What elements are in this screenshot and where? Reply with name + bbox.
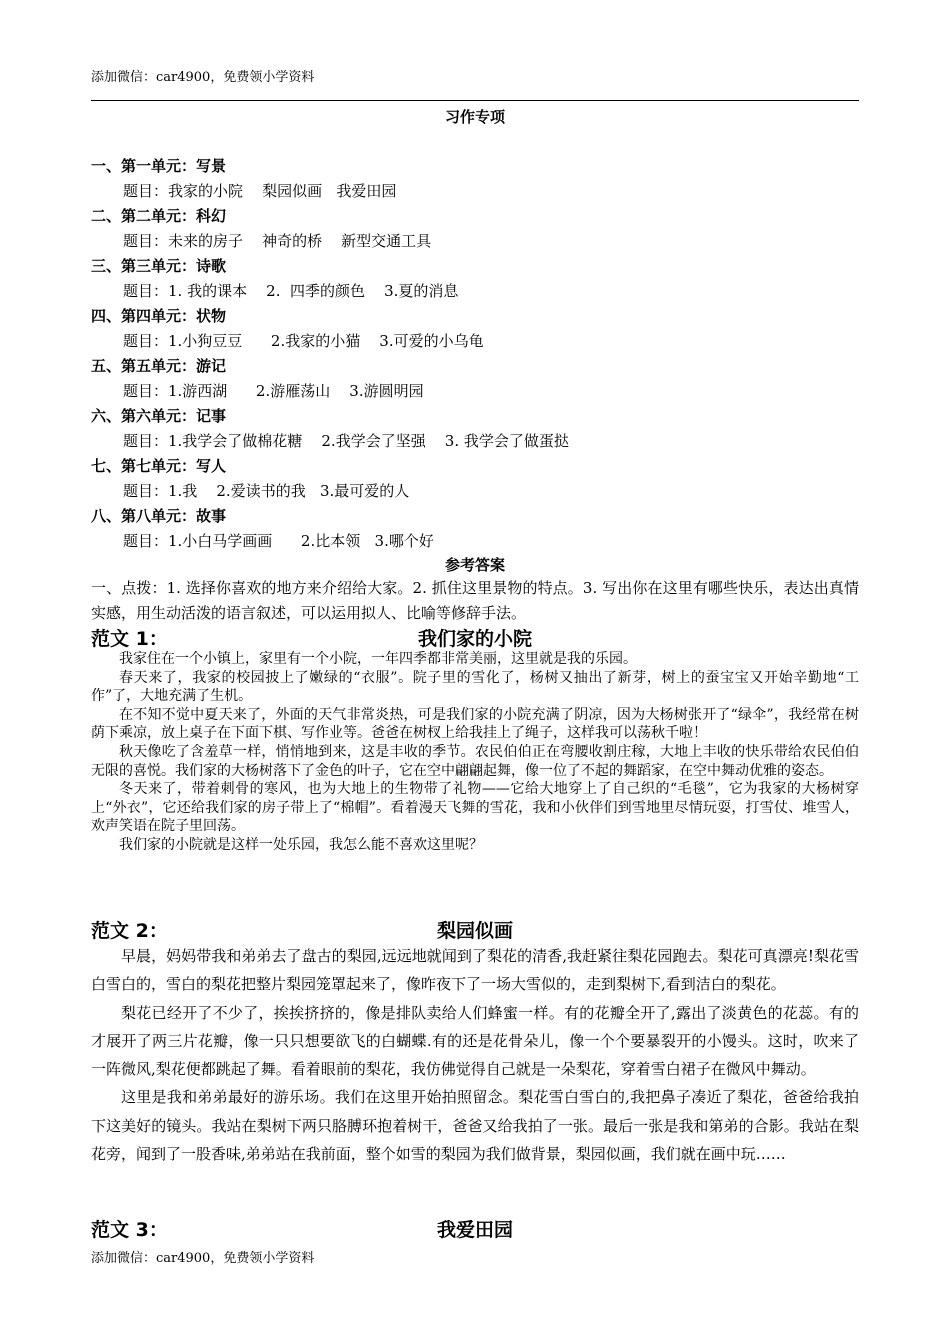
page-title: 习作专项 — [444, 108, 505, 126]
essay-2-paragraph-2: 梨花已经开了不少了，挨挨挤挤的，像是排队卖给人们蜂蜜一样。有的花瓣全开了,露出了淡黄色的花蕊。有的才展开了两三片花瓣，像一只只想要欲飞的白蝴蝶.有的还是花骨朵儿，像一个个要暴裂开的小馒头。这时，吹来了一阵微风,梨花便都跳起了舞。看着眼前的梨花，我仿佛觉得自己就是一朵梨花，穿着雪白裙子在微风中舞动。 — [91, 1003, 859, 1079]
answers-title: 参考答案 — [444, 556, 505, 574]
essay-1-paragraph-5: 冬天来了，带着刺骨的寒风，也为大地上的生物带了礼物——它给大地穿上了自己织的“毛毯”，它为我家的大杨树穿上“外衣”，它还给我们家的房子带上了“棉帽”。看着漫天飞舞的雪花，我和小伙伴们到雪地里尽情玩耍，打雪仗、堆雪人，欢声笑语在院子里回荡。 — [91, 781, 859, 835]
essay-3-header — [91, 1215, 859, 1245]
unit-topics-1: 题目：我家的小院 梨园似画 我爱田园 — [123, 182, 397, 200]
unit-topics-7: 题目：1.我 2.爱读书的我 3.最可爱的人 — [123, 482, 410, 500]
unit-list — [91, 154, 859, 554]
essay-1-label: 范文 1： — [91, 628, 168, 650]
unit-heading-1: 一、第一单元：写景 — [91, 157, 227, 175]
unit-topics-4: 题目：1.小狗豆豆 2.我家的小猫 3.可爱的小乌龟 — [123, 332, 484, 350]
essay-2-label: 范文 2： — [91, 920, 168, 942]
header-divider — [91, 100, 859, 101]
essay-1-paragraph-2: 春天来了，我家的校园披上了嫩绿的“衣服”。院子里的雪化了，杨树又抽出了新芽，树上的蚕宝宝又开始辛勤地“工作”了，大地充满了生机。 — [91, 669, 859, 705]
unit-heading-8: 八、第八单元：故事 — [91, 507, 227, 525]
essay-2-title: 梨园似画 — [436, 920, 513, 942]
unit-heading-2: 二、第二单元：科幻 — [91, 207, 227, 225]
unit-heading-3: 三、第三单元：诗歌 — [91, 257, 227, 275]
header-note: 添加微信：car4900，免费领小学资料 — [91, 70, 315, 85]
essay-2-body — [91, 942, 859, 1168]
footer-note: 添加微信：car4900，免费领小学资料 — [91, 1251, 315, 1266]
essay-1-paragraph-6: 我们家的小院就是这样一处乐园，我怎么能不喜欢这里呢？ — [119, 836, 483, 853]
essay-1-body — [91, 650, 859, 855]
essay-2-paragraph-3: 这里是我和弟弟最好的游乐场。我们在这里开始拍照留念。梨花雪白雪白的,我把鼻子凑近了梨花，爸爸给我拍下这美好的镜头。我站在梨树下两只胳膊环抱着树干，爸爸又给我拍了一张。最后一张是我和第弟的合影。我站在梨花旁，闻到了一股香味,弟弟站在我前面，整个如雪的梨园为我们做背景，梨园似画，我们就在画中玩…… — [91, 1088, 859, 1164]
unit-heading-4: 四、第四单元：状物 — [91, 307, 227, 325]
unit-topics-2: 题目：未来的房子 神奇的桥 新型交通工具 — [123, 232, 432, 250]
essay-1-paragraph-3: 在不知不觉中夏天来了，外面的天气非常炎热，可是我们家的小院充满了阴凉，因为大杨树张开了“绿伞”，我经常在树荫下乘凉，放上桌子在下面下棋、写作业等。爸爸在树杈上给我挂上了绳子，这样我可以荡秋千啦！ — [91, 706, 859, 742]
unit-heading-6: 六、第六单元：记事 — [91, 407, 227, 425]
unit-topics-3: 题目：1. 我的课本 2. 四季的颜色 3.夏的消息 — [123, 282, 459, 300]
essay-3-label: 范文 3： — [91, 1219, 168, 1241]
unit-topics-6: 题目：1.我学会了做棉花糖 2.我学会了坚强 3. 我学会了做蛋挞 — [123, 432, 569, 450]
essay-1-paragraph-1: 我家住在一个小镇上，家里有一个小院，一年四季都非常美丽，这里就是我的乐园。 — [119, 651, 637, 667]
essay-1-paragraph-4: 秋天像吃了含羞草一样，悄悄地到来，这是丰收的季节。农民伯伯正在弯腰收割庄稼，大地上丰收的快乐带给农民伯伯无限的喜悦。我们家的大杨树落下了金色的叶子，它在空中翩翩起舞，像一位了不起的舞蹈家，在空中舞动优雅的姿态。 — [91, 743, 859, 779]
essay-2-paragraph-1: 早晨，妈妈带我和弟弟去了盘古的梨园,远远地就闻到了梨花的清香,我赶紧往梨花园跑去。梨花可真漂亮!梨花雪白雪白的，雪白的梨花把整片梨园笼罩起来了，像昨夜下了一场大雪似的，走到梨树下,看到洁白的梨花。 — [91, 947, 859, 994]
essay-1-title: 我们家的小院 — [417, 628, 532, 650]
unit-topics-8: 题目：1.小白马学画画 2.比本领 3.哪个好 — [123, 532, 434, 550]
unit-heading-5: 五、第五单元：游记 — [91, 357, 227, 375]
unit-heading-7: 七、第七单元：写人 — [91, 457, 227, 475]
answers-guide: 一、点拨：1. 选择你喜欢的地方来介绍给大家。2. 抓住这里景物的特点。3. 写出你在这里有哪些快乐，表达出真情实感，用生动活泼的语言叙述，可以运用拟人、比喻等修辞手法。 — [91, 579, 859, 622]
unit-topics-5: 题目：1.游西湖 2.游雁荡山 3.游圆明园 — [123, 382, 424, 400]
essay-3-title: 我爱田园 — [436, 1219, 513, 1241]
